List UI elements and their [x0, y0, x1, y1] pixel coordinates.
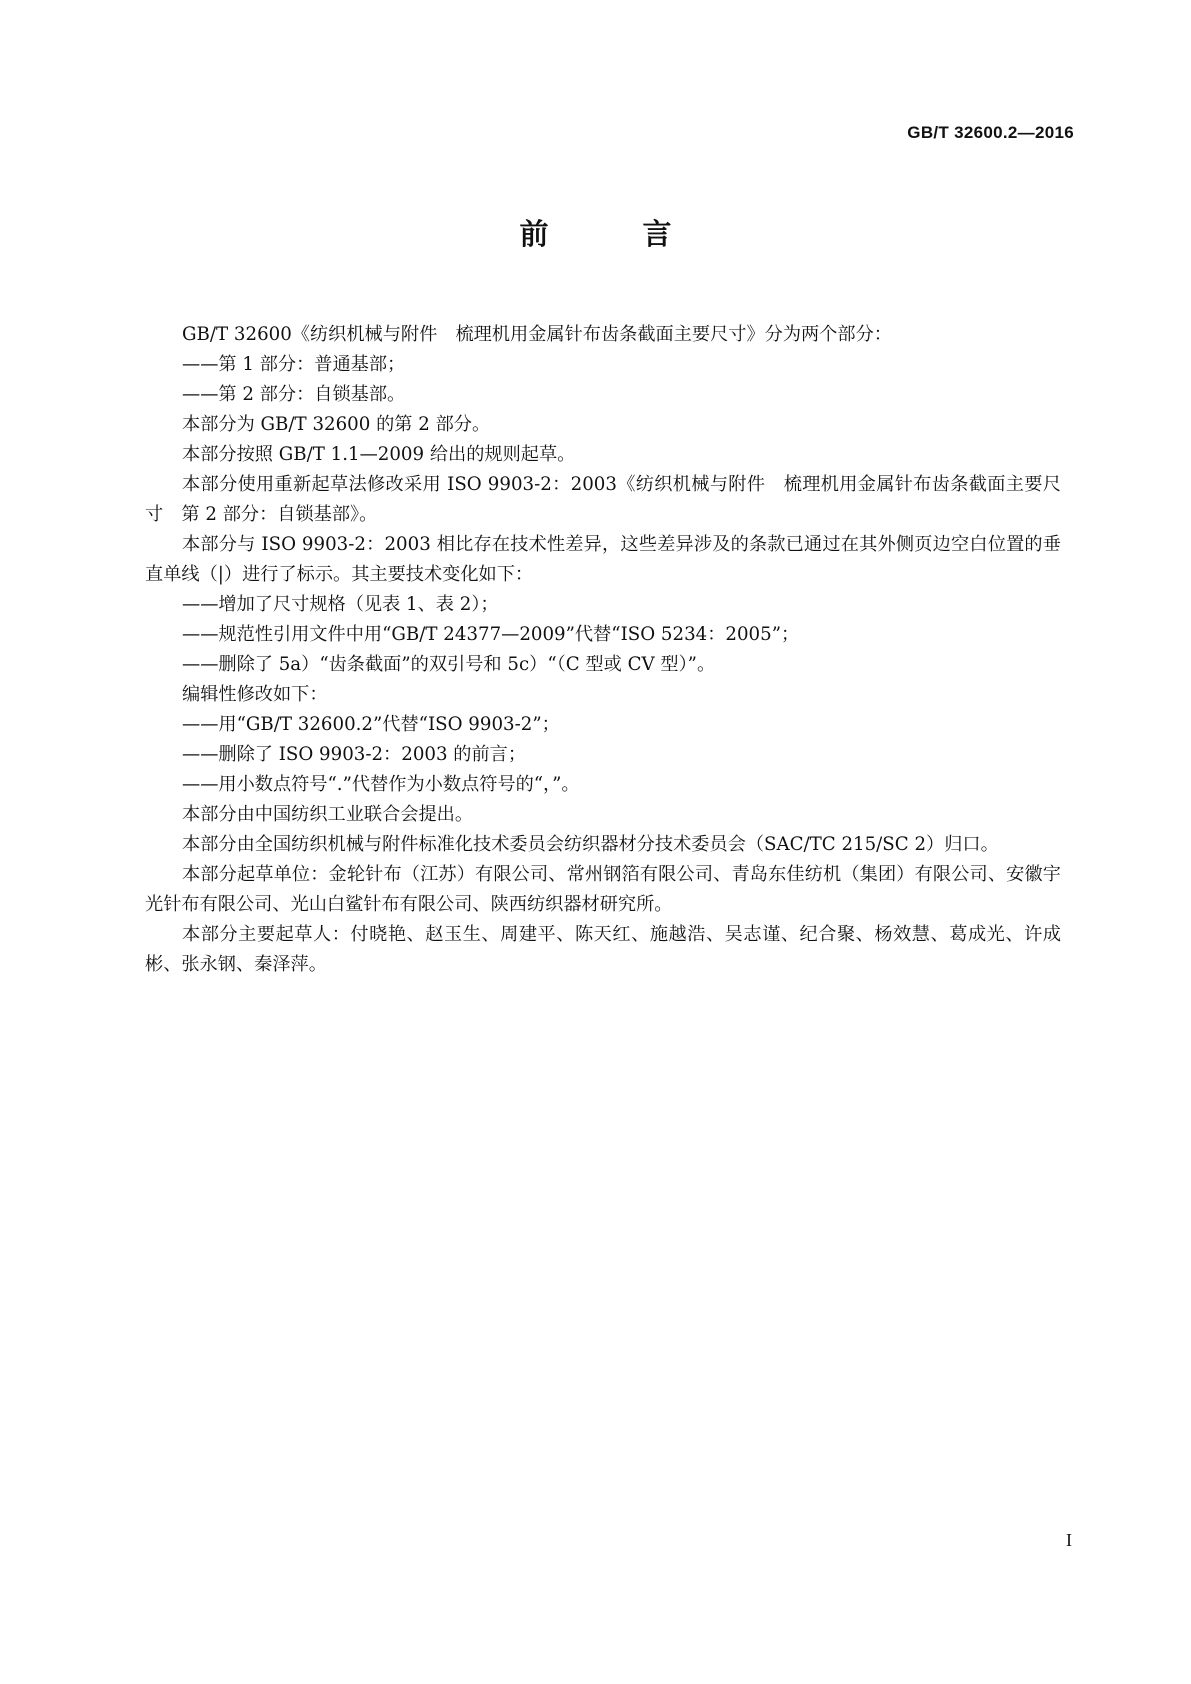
- list-item: ——删除了 5a）“齿条截面”的双引号和 5c）“（C 型或 CV 型）”。: [182, 654, 716, 675]
- paragraph: 本部分起草单位：金轮针布（江苏）有限公司、常州钢箔有限公司、青岛东佳纺机（集团）有限公司、安徽宇光针布有限公司、光山白鲨针布有限公司、陕西纺织器材研究所。: [145, 864, 1061, 915]
- list-item: ——增加了尺寸规格（见表 1、表 2）；: [182, 594, 499, 615]
- paragraph: GB/T 32600《纺织机械与附件 梳理机用金属针布齿条截面主要尺寸》分为两个部分：: [182, 324, 892, 345]
- standard-number: GB/T 32600.2—2016: [907, 123, 1074, 142]
- page-title: 前 言: [519, 217, 714, 251]
- paragraph: 本部分按照 GB/T 1.1—2009 给出的规则起草。: [182, 444, 576, 465]
- paragraph: 编辑性修改如下：: [182, 684, 328, 705]
- list-item: ——用小数点符号“.”代替作为小数点符号的“，”。: [182, 774, 580, 795]
- paragraph: 本部分由全国纺织机械与附件标准化技术委员会纺织器材分技术委员会（SAC/TC 215/SC 2）归口。: [182, 834, 999, 855]
- list-item: ——第 1 部分：普通基部；: [182, 354, 406, 375]
- paragraph: 本部分与 ISO 9903-2：2003 相比存在技术性差异，这些差异涉及的条款已通过在其外侧页边空白位置的垂直单线（|）进行了标示。其主要技术变化如下：: [145, 534, 1061, 585]
- foreword-body: [145, 320, 1061, 980]
- paragraph: 本部分为 GB/T 32600 的第 2 部分。: [182, 414, 491, 435]
- page-number: I: [1066, 1530, 1072, 1550]
- list-item: ——第 2 部分：自锁基部。: [182, 384, 406, 405]
- paragraph: 本部分使用重新起草法修改采用 ISO 9903-2：2003《纺织机械与附件 梳理机用金属针布齿条截面主要尺寸 第 2 部分：自锁基部》。: [145, 474, 1061, 525]
- paragraph: 本部分由中国纺织工业联合会提出。: [182, 804, 474, 825]
- list-item: ——用“GB/T 32600.2”代替“ISO 9903-2”；: [182, 714, 560, 735]
- paragraph: 本部分主要起草人：付晓艳、赵玉生、周建平、陈天红、施越浩、吴志谨、纪合聚、杨效慧、葛成光、许成彬、张永钢、秦泽萍。: [145, 924, 1061, 975]
- list-item: ——删除了 ISO 9903-2：2003 的前言；: [182, 744, 527, 765]
- list-item: ——规范性引用文件中用“GB/T 24377—2009”代替“ISO 5234：2005”；: [182, 624, 800, 645]
